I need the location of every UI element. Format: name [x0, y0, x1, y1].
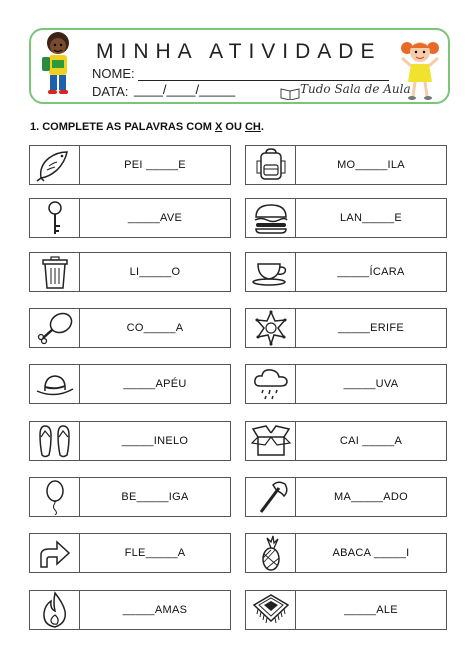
- trash-can-icon-cell: [30, 253, 80, 291]
- flame-icon-cell: [30, 591, 80, 629]
- word-card: [29, 590, 231, 630]
- teacup-icon: [250, 255, 292, 289]
- word-card: [245, 421, 447, 461]
- word-blank-text[interactable]: _____ÍCARA: [337, 266, 405, 278]
- axe-icon-cell: [246, 478, 296, 516]
- word-blank-text[interactable]: CAI _____A: [339, 435, 403, 447]
- word-blank-text[interactable]: LAN_____E: [339, 212, 403, 224]
- word-blank-text[interactable]: _____INELO: [121, 435, 189, 447]
- fish-icon-cell: [30, 146, 80, 184]
- option-x: X: [214, 121, 223, 133]
- word-card: [29, 421, 231, 461]
- key-icon-cell: [30, 199, 80, 237]
- word-card: [245, 308, 447, 348]
- word-blank-text[interactable]: _____APÉU: [123, 378, 187, 390]
- word-card: [245, 364, 447, 404]
- word-blank-text[interactable]: _____AVE: [127, 212, 183, 224]
- word-card: [29, 252, 231, 292]
- word-card: [245, 533, 447, 573]
- word-blank-text[interactable]: _____AMAS: [122, 604, 188, 616]
- date-label: DATA:: [92, 84, 129, 99]
- word-card: [245, 198, 447, 238]
- date-blanks[interactable]: ____/____/_____: [134, 82, 236, 97]
- rain-cloud-icon: [251, 366, 291, 402]
- pineapple-icon-cell: [246, 534, 296, 572]
- word-card: [245, 590, 447, 630]
- box-icon-cell: [246, 422, 296, 460]
- flame-icon: [35, 591, 75, 629]
- axe-icon: [251, 479, 291, 515]
- word-blank-text[interactable]: MO_____ILA: [337, 159, 405, 171]
- name-line[interactable]: [138, 80, 389, 81]
- word-blank-text[interactable]: BE_____IGA: [121, 491, 189, 503]
- word-blank-text[interactable]: CO_____A: [126, 322, 184, 334]
- instruction-text: [30, 121, 264, 133]
- hat-icon: [34, 367, 76, 401]
- flip-flops-icon-cell: [30, 422, 80, 460]
- instruction-suffix: .: [260, 121, 264, 133]
- shawl-icon: [250, 591, 292, 629]
- name-label: NOME:: [92, 66, 135, 81]
- book-icon: [280, 86, 300, 100]
- sheriff-star-icon-cell: [246, 309, 296, 347]
- teacup-icon-cell: [246, 253, 296, 291]
- trash-can-icon: [35, 254, 75, 290]
- fish-icon: [35, 148, 75, 182]
- instruction-prefix: 1. COMPLETE AS PALAVRAS COM: [30, 121, 215, 133]
- arrow-icon-cell: [30, 534, 80, 572]
- word-blank-text[interactable]: FLE_____A: [124, 547, 186, 559]
- flip-flops-icon: [35, 423, 75, 459]
- option-ch: CH: [244, 121, 261, 133]
- rain-cloud-icon-cell: [246, 365, 296, 403]
- word-card: [29, 198, 231, 238]
- word-card: [29, 533, 231, 573]
- word-blank-text[interactable]: _____UVA: [343, 378, 399, 390]
- backpack-icon: [251, 147, 291, 183]
- backpack-icon-cell: [246, 146, 296, 184]
- word-card: [245, 252, 447, 292]
- word-blank-text[interactable]: LI_____O: [129, 266, 181, 278]
- word-card: [29, 145, 231, 185]
- word-blank-text[interactable]: _____ERIFE: [338, 322, 404, 334]
- balloon-icon: [35, 479, 75, 515]
- word-card: [29, 477, 231, 517]
- word-card: [29, 364, 231, 404]
- balloon-icon-cell: [30, 478, 80, 516]
- word-blank-text[interactable]: _____ALE: [344, 604, 398, 616]
- word-blank-text[interactable]: ABACA _____I: [332, 547, 410, 559]
- pineapple-icon: [251, 534, 291, 572]
- word-blank-text[interactable]: PEI _____E: [124, 159, 186, 171]
- word-card: [245, 477, 447, 517]
- word-card: [29, 308, 231, 348]
- shawl-icon-cell: [246, 591, 296, 629]
- arrow-icon: [35, 535, 75, 571]
- burger-icon: [251, 201, 291, 235]
- brand-logo-text: Tudo Sala de Aula: [300, 82, 411, 96]
- chicken-leg-icon: [35, 310, 75, 346]
- boy-illustration-icon: [36, 30, 80, 100]
- word-card: [245, 145, 447, 185]
- key-icon: [35, 200, 75, 236]
- chicken-leg-icon-cell: [30, 309, 80, 347]
- box-icon: [250, 423, 292, 459]
- instruction-middle: OU: [222, 121, 245, 133]
- burger-icon-cell: [246, 199, 296, 237]
- hat-icon-cell: [30, 365, 80, 403]
- word-blank-text[interactable]: MA_____ADO: [334, 491, 408, 503]
- page-title: MINHA ATIVIDADE: [96, 40, 382, 63]
- sheriff-star-icon: [251, 310, 291, 346]
